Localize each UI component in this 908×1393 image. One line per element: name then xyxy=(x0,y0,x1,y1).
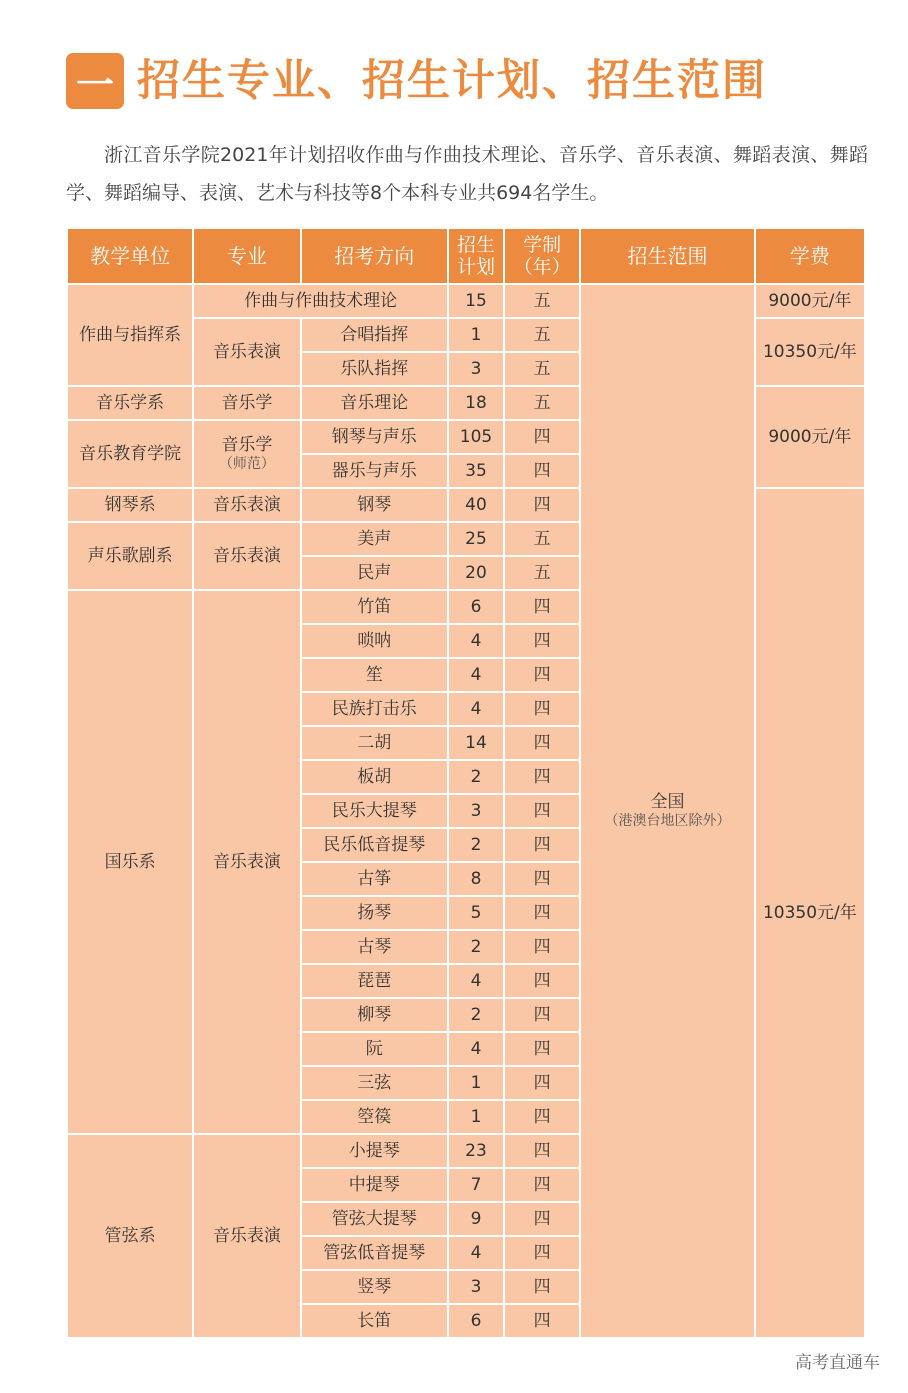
direction-cell: 民乐低音提琴 xyxy=(302,829,447,861)
years-cell: 四 xyxy=(505,829,579,861)
unit-cell: 管弦系 xyxy=(68,1135,192,1337)
plan-cell: 3 xyxy=(449,1271,503,1303)
section-title: 招生专业、招生计划、招生范围 xyxy=(137,56,767,106)
years-cell: 四 xyxy=(505,761,579,793)
header-plan: 招生 计划 xyxy=(449,229,503,283)
major-cell: 音乐表演 xyxy=(194,1135,299,1337)
plan-cell: 40 xyxy=(449,489,503,521)
plan-cell: 9 xyxy=(449,1203,503,1235)
major-cell: 音乐表演 xyxy=(194,523,299,589)
plan-cell: 7 xyxy=(449,1169,503,1201)
plan-cell: 4 xyxy=(449,1237,503,1269)
direction-cell: 琵琶 xyxy=(302,965,447,997)
years-cell: 四 xyxy=(505,863,579,895)
direction-cell: 管弦大提琴 xyxy=(302,1203,447,1235)
years-cell: 四 xyxy=(505,727,579,759)
direction-cell: 乐队指挥 xyxy=(302,353,447,385)
years-cell: 四 xyxy=(505,931,579,963)
direction-cell: 板胡 xyxy=(302,761,447,793)
major-cell: 音乐表演 xyxy=(194,319,299,385)
direction-cell: 笙 xyxy=(302,659,447,691)
years-cell: 四 xyxy=(505,1169,579,1201)
plan-cell: 2 xyxy=(449,829,503,861)
table-header-row xyxy=(68,229,864,283)
direction-cell: 美声 xyxy=(302,523,447,555)
plan-cell: 1 xyxy=(449,1101,503,1133)
direction-cell: 钢琴与声乐 xyxy=(302,421,447,453)
years-cell: 四 xyxy=(505,1203,579,1235)
unit-cell: 声乐歌剧系 xyxy=(68,523,192,589)
unit-cell: 音乐教育学院 xyxy=(68,421,192,487)
fee-cell: 10350元/年 xyxy=(756,489,864,1337)
table-row xyxy=(68,285,864,317)
direction-cell: 古筝 xyxy=(302,863,447,895)
direction-cell: 民声 xyxy=(302,557,447,589)
years-cell: 四 xyxy=(505,421,579,453)
unit-cell: 作曲与指挥系 xyxy=(68,285,192,385)
plan-cell: 6 xyxy=(449,591,503,623)
major-cell: 音乐表演 xyxy=(194,591,299,1133)
direction-cell: 古琴 xyxy=(302,931,447,963)
major-cell: 音乐学 xyxy=(194,387,299,419)
years-cell: 四 xyxy=(505,1271,579,1303)
unit-cell: 音乐学系 xyxy=(68,387,192,419)
direction-cell: 民乐大提琴 xyxy=(302,795,447,827)
direction-cell: 民族打击乐 xyxy=(302,693,447,725)
direction-cell: 合唱指挥 xyxy=(302,319,447,351)
years-cell: 四 xyxy=(505,999,579,1031)
header-years: 学制 （年） xyxy=(505,229,579,283)
unit-cell: 国乐系 xyxy=(68,591,192,1133)
direction-cell: 器乐与声乐 xyxy=(302,455,447,487)
plan-cell: 1 xyxy=(449,1067,503,1099)
plan-cell: 2 xyxy=(449,761,503,793)
direction-cell: 柳琴 xyxy=(302,999,447,1031)
direction-cell: 音乐理论 xyxy=(302,387,447,419)
years-cell: 五 xyxy=(505,353,579,385)
years-cell: 四 xyxy=(505,795,579,827)
years-cell: 五 xyxy=(505,319,579,351)
direction-cell: 中提琴 xyxy=(302,1169,447,1201)
plan-cell: 105 xyxy=(449,421,503,453)
header-major: 专业 xyxy=(194,229,299,283)
years-cell: 四 xyxy=(505,455,579,487)
watermark: 高考直通车 xyxy=(795,1353,880,1373)
direction-cell: 钢琴 xyxy=(302,489,447,521)
direction-cell: 竹笛 xyxy=(302,591,447,623)
direction-cell: 管弦低音提琴 xyxy=(302,1237,447,1269)
years-cell: 五 xyxy=(505,557,579,589)
plan-cell: 23 xyxy=(449,1135,503,1167)
years-cell: 五 xyxy=(505,387,579,419)
years-cell: 四 xyxy=(505,659,579,691)
major-cell: 作曲与作曲技术理论 xyxy=(194,285,447,317)
fee-cell: 10350元/年 xyxy=(756,319,864,385)
major-cell: 音乐表演 xyxy=(194,489,299,521)
years-cell: 四 xyxy=(505,591,579,623)
direction-cell: 长笛 xyxy=(302,1305,447,1337)
years-cell: 四 xyxy=(505,1305,579,1337)
plan-cell: 2 xyxy=(449,931,503,963)
years-cell: 四 xyxy=(505,625,579,657)
header-direction: 招考方向 xyxy=(302,229,447,283)
section-number-badge: 一 xyxy=(66,53,124,109)
plan-cell: 14 xyxy=(449,727,503,759)
plan-cell: 8 xyxy=(449,863,503,895)
unit-cell: 钢琴系 xyxy=(68,489,192,521)
years-cell: 四 xyxy=(505,1067,579,1099)
years-cell: 四 xyxy=(505,693,579,725)
plan-cell: 6 xyxy=(449,1305,503,1337)
direction-cell: 小提琴 xyxy=(302,1135,447,1167)
plan-cell: 18 xyxy=(449,387,503,419)
years-cell: 四 xyxy=(505,965,579,997)
scope-cell: 全国 （港澳台地区除外） xyxy=(581,285,753,1337)
fee-cell: 9000元/年 xyxy=(756,285,864,317)
plan-cell: 15 xyxy=(449,285,503,317)
plan-cell: 20 xyxy=(449,557,503,589)
years-cell: 五 xyxy=(505,285,579,317)
plan-cell: 4 xyxy=(449,693,503,725)
major-cell: 音乐学 （师范） xyxy=(194,421,299,487)
direction-cell: 阮 xyxy=(302,1033,447,1065)
plan-cell: 4 xyxy=(449,625,503,657)
section-heading xyxy=(66,52,767,110)
years-cell: 四 xyxy=(505,489,579,521)
direction-cell: 三弦 xyxy=(302,1067,447,1099)
plan-cell: 4 xyxy=(449,1033,503,1065)
years-cell: 五 xyxy=(505,523,579,555)
plan-cell: 4 xyxy=(449,965,503,997)
header-scope: 招生范围 xyxy=(581,229,753,283)
plan-cell: 4 xyxy=(449,659,503,691)
direction-cell: 箜篌 xyxy=(302,1101,447,1133)
plan-cell: 3 xyxy=(449,795,503,827)
header-unit: 教学单位 xyxy=(68,229,192,283)
direction-cell: 二胡 xyxy=(302,727,447,759)
years-cell: 四 xyxy=(505,897,579,929)
direction-cell: 唢呐 xyxy=(302,625,447,657)
header-fee: 学费 xyxy=(756,229,864,283)
years-cell: 四 xyxy=(505,1135,579,1167)
plan-cell: 3 xyxy=(449,353,503,385)
plan-cell: 1 xyxy=(449,319,503,351)
enrollment-table xyxy=(66,227,866,1339)
fee-cell: 9000元/年 xyxy=(756,387,864,487)
direction-cell: 竖琴 xyxy=(302,1271,447,1303)
plan-cell: 25 xyxy=(449,523,503,555)
years-cell: 四 xyxy=(505,1237,579,1269)
years-cell: 四 xyxy=(505,1101,579,1133)
plan-cell: 5 xyxy=(449,897,503,929)
years-cell: 四 xyxy=(505,1033,579,1065)
plan-cell: 2 xyxy=(449,999,503,1031)
direction-cell: 扬琴 xyxy=(302,897,447,929)
plan-cell: 35 xyxy=(449,455,503,487)
intro-paragraph: 浙江音乐学院2021年计划招收作曲与作曲技术理论、音乐学、音乐表演、舞蹈表演、舞蹈学、舞蹈编导、表演、艺术与科技等8个本科专业共694名学生。 xyxy=(66,144,868,204)
